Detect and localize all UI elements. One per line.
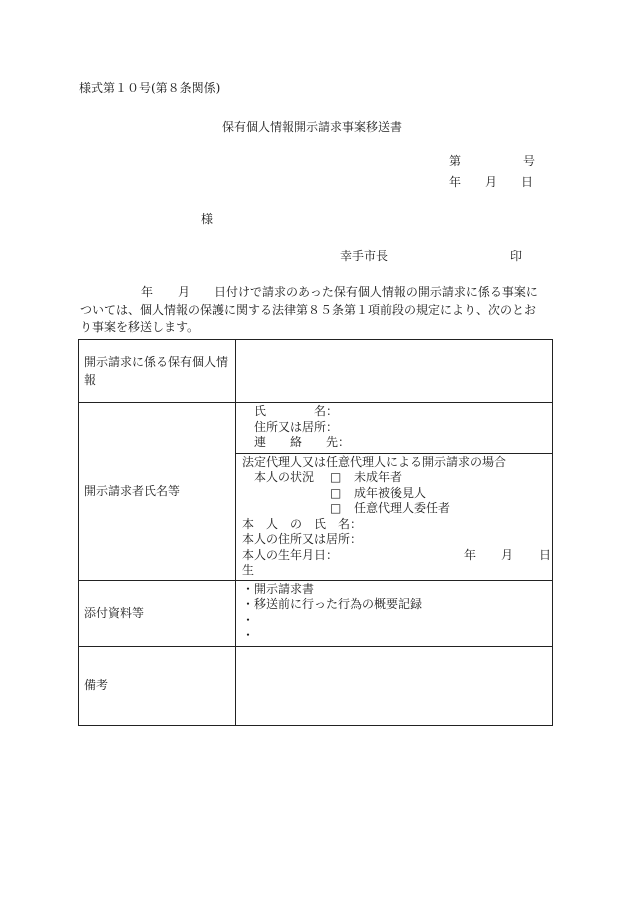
dob-year: 年 [464, 547, 477, 562]
row-label-requester: 開示請求者氏名等 [79, 403, 236, 581]
issuer-name: 幸手市長 [340, 249, 389, 263]
body-month: 月 [178, 285, 191, 299]
attachment-item: ・ [242, 628, 255, 642]
dob-day: 日 [539, 547, 552, 562]
transfer-form-table [78, 339, 553, 726]
address-field: 住所又は居所： [254, 419, 339, 434]
row-value-requester [236, 403, 553, 581]
option-proxy: 任意代理人委任者 [354, 501, 451, 515]
body-line-1 [80, 284, 555, 302]
row-value-remarks [236, 646, 553, 725]
principal-dob-label: 本人の生年月日： [242, 547, 339, 562]
checkbox-icon[interactable]: □ [330, 470, 342, 484]
row-value-info [236, 340, 553, 403]
table-row [79, 403, 553, 581]
contact-field: 連 絡 先： [254, 435, 351, 449]
principal-name-field: 本 人 の 氏 名： [242, 516, 363, 531]
row-value-attachments [236, 580, 553, 646]
body-line-3: り事案を移送します。 [80, 320, 200, 334]
row-label-attachments: 添付資料等 [79, 580, 236, 646]
body-paragraph [80, 284, 555, 337]
option-minor: 未成年者 [354, 470, 403, 484]
document-number-line [449, 153, 535, 169]
name-field: 氏 名： [254, 404, 339, 418]
seal-mark: 印 [510, 249, 523, 263]
checkbox-icon[interactable]: □ [330, 485, 342, 500]
dob-wrap: 生 [242, 563, 255, 577]
status-row-proxy [242, 501, 552, 517]
status-label: 本人の状況 [254, 470, 315, 484]
checkbox-icon[interactable]: □ [330, 501, 342, 515]
table-row [79, 340, 553, 403]
date-year: 年 [449, 175, 462, 189]
row-label-info: 開示請求に係る保有個人情報 [79, 340, 236, 403]
body-line-1-text: 日付けで請求のあった保有個人情報の開示請求に係る事案に [214, 285, 538, 299]
attachment-item: ・移送前に行った行為の概要記録 [242, 597, 423, 611]
date-month: 月 [485, 175, 498, 189]
table-row [79, 580, 553, 646]
status-row-minor [242, 470, 552, 486]
principal-dob-field [242, 548, 552, 564]
document-title: 保有個人情報開示請求事案移送書 [222, 120, 403, 134]
row-label-remarks: 備考 [79, 646, 236, 725]
principal-address-field: 本人の住所又は居所： [242, 532, 363, 546]
proxy-heading: 法定代理人又は任意代理人による開示請求の場合 [242, 454, 507, 469]
status-row-ward [242, 486, 552, 502]
date-day: 日 [521, 175, 534, 189]
table-row [79, 646, 553, 725]
number-dai: 第 [449, 154, 462, 168]
document-date-line [449, 174, 533, 190]
option-ward: 成年被後見人 [354, 485, 427, 500]
number-gou: 号 [523, 154, 536, 168]
form-number: 様式第１０号(第８条関係) [79, 81, 221, 95]
attachment-item: ・開示請求書 [242, 581, 315, 596]
attachment-item: ・ [242, 612, 255, 627]
addressee-suffix: 様 [201, 212, 214, 226]
dob-month: 月 [501, 547, 514, 562]
body-line-2: ついては、個人情報の保護に関する法律第８５条第１項前段の規定により、次のとお [80, 302, 537, 317]
body-year: 年 [141, 285, 154, 299]
